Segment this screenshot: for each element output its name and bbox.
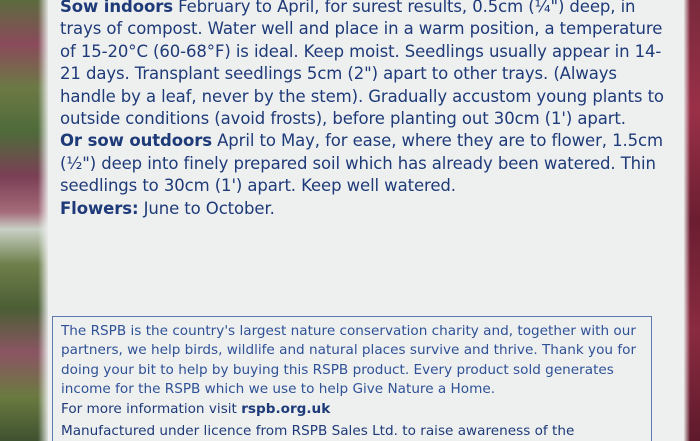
rspb-body-text: The RSPB is the country's largest nature conservation charity and, together with our partners, we help birds, wildlife and natural places survive and thrive. Thank you for doing your bit to help by buying this RSPB product. Every product sold generates income for the RSPB which we use to help Give Nature a Home.: [61, 323, 637, 397]
sow-outdoors-heading: Or sow outdoors: [60, 131, 212, 151]
packet-photo-edge-left: [0, 0, 48, 441]
flowers-text: June to October.: [138, 198, 275, 218]
rspb-visit-prefix: For more information visit: [61, 401, 242, 418]
flowers-heading: Flowers:: [60, 198, 139, 218]
sowing-instructions: [60, 0, 668, 220]
sow-outdoors-paragraph: [60, 130, 668, 197]
rspb-licence-text: Manufactured under licence from RSPB Sales Ltd. to raise awareness of the: [61, 423, 575, 440]
rspb-visit-line: [61, 400, 643, 419]
packet-photo-edge-right: [684, 0, 700, 441]
sow-indoors-paragraph: [60, 0, 668, 130]
rspb-info-box: [52, 316, 652, 441]
rspb-website-link[interactable]: rspb.org.uk: [241, 401, 331, 418]
flowers-paragraph: [60, 198, 668, 220]
sow-indoors-text: February to April, for surest results, 0.5cm (¼") deep, in trays of compost. Water well and place in a warm position, a temperature of 15-20°C (60-68°F) is ideal. Keep moist. Seedlings usually appear in 14-21 days. Transplant seedlings 5cm (2") apart to other trays. (Always handle by a leaf, never by the stem). Gradually accustom young plants to outside conditions (avoid frosts), before planting out 30cm (1') apart.: [60, 0, 664, 129]
sow-outdoors-text: April to May, for ease, where they are to flower, 1.5cm (½") deep into finely prepared soil which has already been watered. Thin seedlings to 30cm (1') apart. Keep well watered.: [60, 131, 663, 196]
sow-indoors-heading: Sow indoors: [60, 0, 173, 16]
